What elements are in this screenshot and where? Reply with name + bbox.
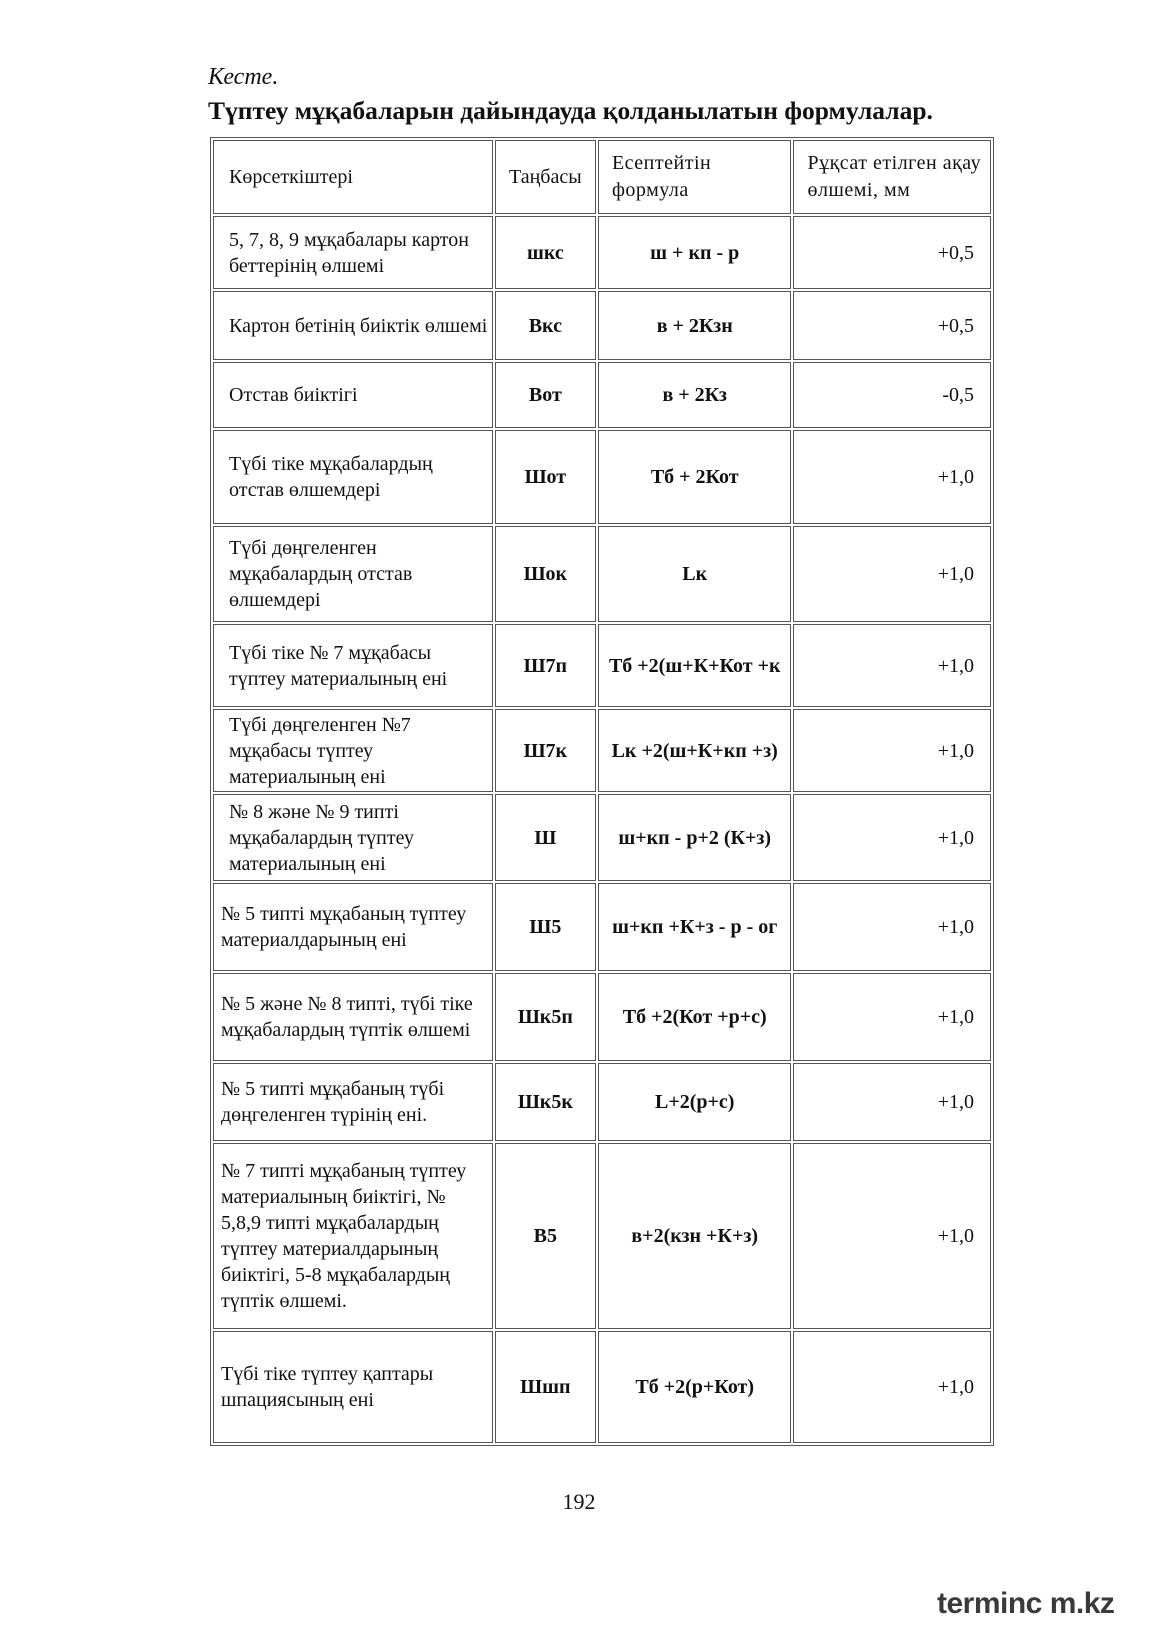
row-indicator: Түбі дөңгеленген №7 мұқабасы түптеу материалының ені <box>213 709 493 792</box>
table-row <box>213 430 991 524</box>
row-tolerance: +1,0 <box>793 430 991 524</box>
row-formula: Lк <box>598 526 792 622</box>
row-tolerance: -0,5 <box>793 362 991 428</box>
row-indicator: № 7 типті мұқабаның түптеу материалының биіктігі, № 5,8,9 типті мұқабалардың түптеу материалдарының биіктігі, 5-8 мұқабалардың түптік өлшемі. <box>213 1143 493 1329</box>
row-tolerance: +1,0 <box>793 883 991 971</box>
row-tolerance: +1,0 <box>793 973 991 1061</box>
row-tolerance: +1,0 <box>793 794 991 881</box>
table-row <box>213 1063 991 1141</box>
row-formula: Тб +2(ш+К+Кот +к <box>598 624 792 707</box>
row-tolerance: +1,0 <box>793 1331 991 1443</box>
row-indicator: Түбі тіке мұқабалардың отстав өлшемдері <box>213 430 493 524</box>
row-formula: ш + кп - р <box>598 216 792 289</box>
row-formula: L+2(р+с) <box>598 1063 792 1141</box>
table-row <box>213 291 991 360</box>
row-formula: в + 2Кз <box>598 362 792 428</box>
row-indicator: Картон бетінің биіктік өлшемі <box>213 291 493 360</box>
row-symbol: Шот <box>495 430 596 524</box>
row-formula: в + 2Кзн <box>598 291 792 360</box>
header-indicators: Көрсеткіштері <box>213 140 493 214</box>
row-indicator: Түбі дөңгеленген мұқабалардың отстав өлшемдері <box>213 526 493 622</box>
row-tolerance: +1,0 <box>793 526 991 622</box>
row-formula: Lк +2(ш+К+кп +з) <box>598 709 792 792</box>
row-tolerance: +1,0 <box>793 709 991 792</box>
header-tolerance: Рұқсат етілген ақау өлшемі, мм <box>793 140 991 214</box>
table-row <box>213 1331 991 1443</box>
row-tolerance: +1,0 <box>793 1143 991 1329</box>
row-tolerance: +0,5 <box>793 291 991 360</box>
row-symbol: В5 <box>495 1143 596 1329</box>
row-indicator: № 8 және № 9 типті мұқабалардың түптеу материалының ені <box>213 794 493 881</box>
row-indicator: Түбі тіке № 7 мұқабасы түптеу материалының ені <box>213 624 493 707</box>
header-symbol: Таңбасы <box>495 140 596 214</box>
row-symbol: Шк5п <box>495 973 596 1061</box>
header-formula: Есептейтін формула <box>598 140 792 214</box>
table-row <box>213 526 991 622</box>
row-indicator: Отстав биіктігі <box>213 362 493 428</box>
row-tolerance: +1,0 <box>793 624 991 707</box>
row-symbol: Ш <box>495 794 596 881</box>
row-formula: Тб + 2Кот <box>598 430 792 524</box>
row-symbol: Шшп <box>495 1331 596 1443</box>
table-row <box>213 973 991 1061</box>
row-symbol: Вот <box>495 362 596 428</box>
formulas-table <box>210 137 994 1446</box>
table-header-row <box>213 140 991 214</box>
row-indicator: 5, 7, 8, 9 мұқабалары картон беттерінің өлшемі <box>213 216 493 289</box>
row-tolerance: +1,0 <box>793 1063 991 1141</box>
row-formula: ш+кп - р+2 (К+з) <box>598 794 792 881</box>
row-formula: Тб +2(р+Кот) <box>598 1331 792 1443</box>
table-row <box>213 1143 991 1329</box>
page-number: 192 <box>562 1489 596 1514</box>
row-tolerance: +0,5 <box>793 216 991 289</box>
page-title: Түптеу мұқабаларын дайындауда қолданылатын формулалар. <box>208 96 933 125</box>
row-formula: Тб +2(Кот +р+с) <box>598 973 792 1061</box>
table-row <box>213 362 991 428</box>
table-row <box>213 883 991 971</box>
row-indicator: № 5 типті мұқабаның түптеу материалдарының ені <box>213 883 493 971</box>
row-symbol: Вкс <box>495 291 596 360</box>
row-symbol: Ш7п <box>495 624 596 707</box>
row-symbol: Ш5 <box>495 883 596 971</box>
table-caption: Кесте. <box>208 64 279 90</box>
row-formula: в+2(кзн +К+з) <box>598 1143 792 1329</box>
row-formula: ш+кп +К+з - р - ог <box>598 883 792 971</box>
row-symbol: шкс <box>495 216 596 289</box>
row-symbol: Ш7к <box>495 709 596 792</box>
row-indicator: № 5 және № 8 типті, түбі тіке мұқабалардың түптік өлшемі <box>213 973 493 1061</box>
table-row <box>213 216 991 289</box>
logo-text: terminc m.kz <box>937 1587 1115 1620</box>
table-row <box>213 709 991 792</box>
row-symbol: Шок <box>495 526 596 622</box>
row-indicator: Түбі тіке түптеу қаптары шпациясының ені <box>213 1331 493 1443</box>
row-symbol: Шк5к <box>495 1063 596 1141</box>
table-row <box>213 624 991 707</box>
site-logo[interactable] <box>937 1587 1114 1621</box>
row-indicator: № 5 типті мұқабаның түбі дөңгеленген түрінің ені. <box>213 1063 493 1141</box>
table-row <box>213 794 991 881</box>
